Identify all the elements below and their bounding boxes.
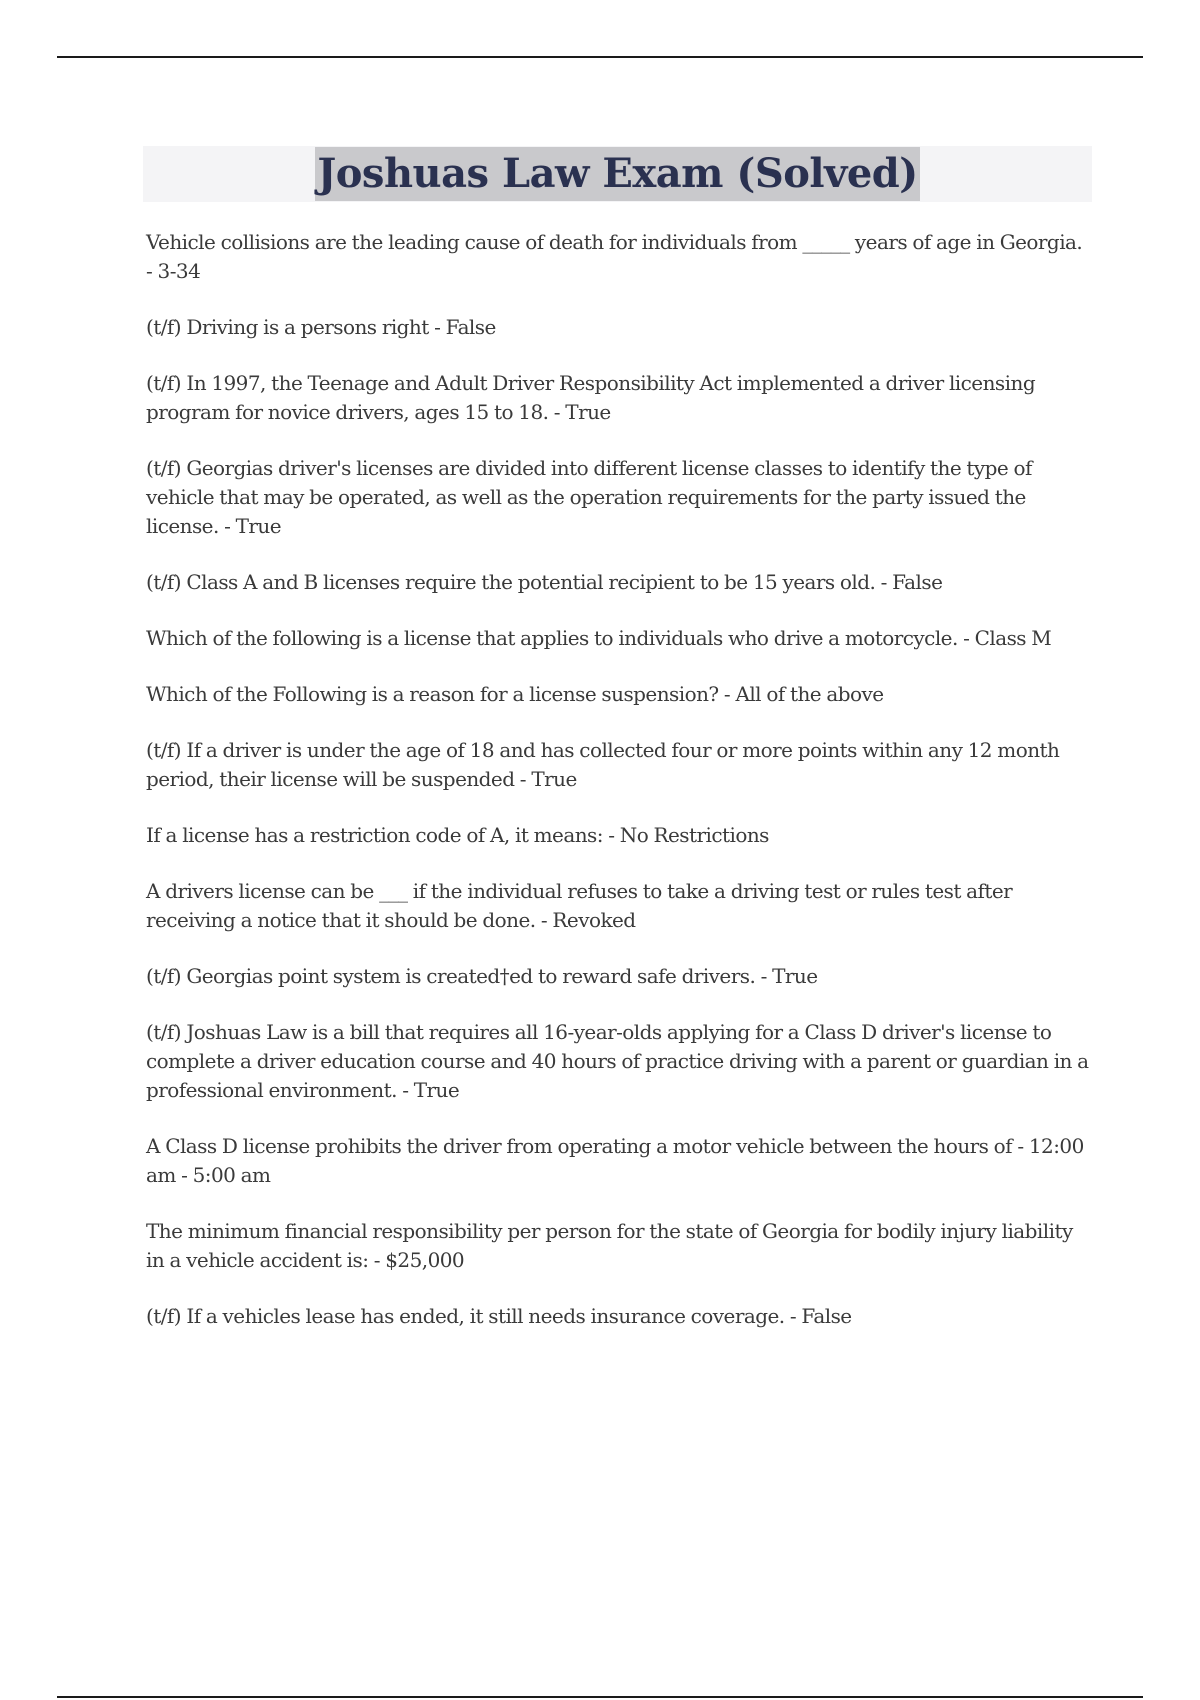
answer-separator: - bbox=[514, 767, 532, 791]
title-band bbox=[143, 146, 1092, 202]
qa-item bbox=[146, 568, 1092, 597]
answer-text: False bbox=[801, 1304, 852, 1328]
answer-separator: - bbox=[428, 315, 446, 339]
qa-item bbox=[146, 877, 1092, 935]
qa-item bbox=[146, 624, 1092, 653]
answer-text: $25,000 bbox=[385, 1248, 465, 1272]
answer-separator: - bbox=[368, 1248, 386, 1272]
answer-text: False bbox=[892, 570, 943, 594]
qa-item bbox=[146, 1018, 1092, 1105]
answer-separator: - bbox=[396, 1078, 414, 1102]
qa-item bbox=[146, 1302, 1092, 1331]
answer-separator: - bbox=[535, 908, 553, 932]
question-text: A Class D license prohibits the driver from operating a motor vehicle between the hours of bbox=[146, 1134, 1013, 1158]
answer-text: True bbox=[413, 1078, 460, 1102]
answer-text: Class M bbox=[974, 626, 1052, 650]
qa-item bbox=[146, 680, 1092, 709]
answer-separator: - bbox=[875, 570, 893, 594]
answer-text: True bbox=[235, 514, 282, 538]
answer-text: All of the above bbox=[735, 682, 884, 706]
qa-item bbox=[146, 313, 1092, 342]
answer-text: True bbox=[531, 767, 577, 791]
question-text: Vehicle collisions are the leading cause of death for individuals from _____ years of age in Georgia. bbox=[146, 230, 1083, 254]
bottom-rule bbox=[57, 1696, 1143, 1698]
qa-item bbox=[146, 228, 1092, 286]
question-text: Which of the Following is a reason for a license suspension? bbox=[146, 682, 719, 706]
answer-separator: - bbox=[218, 514, 236, 538]
qa-item bbox=[146, 962, 1092, 991]
qa-item bbox=[146, 1217, 1092, 1275]
question-text: (t/f) Driving is a persons right bbox=[146, 315, 429, 339]
qa-item bbox=[146, 454, 1092, 541]
answer-text: No Restrictions bbox=[619, 823, 769, 847]
page-title: Joshuas Law Exam (Solved) bbox=[315, 147, 919, 201]
question-text: If a license has a restriction code of A, it means: bbox=[146, 823, 603, 847]
qa-item bbox=[146, 736, 1092, 794]
answer-text: 3-34 bbox=[157, 259, 201, 283]
question-text: The minimum financial responsibility per person for the state of Georgia for bodily injury liability in a vehicle accident is: bbox=[146, 1219, 1073, 1272]
answer-text: False bbox=[445, 315, 496, 339]
question-text: (t/f) If a driver is under the age of 18 and has collected four or more points within any 12 month period, their license will be suspended bbox=[146, 738, 1060, 791]
qa-item bbox=[146, 369, 1092, 427]
qa-item bbox=[146, 1132, 1092, 1190]
answer-separator: - bbox=[755, 964, 773, 988]
question-text: (t/f) In 1997, the Teenage and Adult Driver Responsibility Act implemented a driver licensing program for novice drivers, ages 15 to 18. bbox=[146, 371, 1036, 424]
answer-text: Revoked bbox=[552, 908, 636, 932]
question-text: A drivers license can be ___ if the individual refuses to take a driving test or rules test after receiving a notice that it should be done. bbox=[146, 879, 1013, 932]
question-text: (t/f) Georgias point system is created†ed to reward safe drivers. bbox=[146, 964, 756, 988]
answer-separator: - bbox=[602, 823, 620, 847]
answer-text: True bbox=[565, 400, 611, 424]
question-text: (t/f) Joshuas Law is a bill that requires all 16-year-olds applying for a Class D driver's license to complete a driver education course and 40 hours of practice driving with a parent or guardian in a professional environment. bbox=[146, 1020, 1089, 1102]
answer-separator: - bbox=[784, 1304, 802, 1328]
answer-separator: - bbox=[146, 259, 158, 283]
answer-separator: - bbox=[1012, 1134, 1029, 1158]
question-text: (t/f) If a vehicles lease has ended, it still needs insurance coverage. bbox=[146, 1304, 785, 1328]
answer-separator: - bbox=[718, 682, 736, 706]
qa-list bbox=[146, 228, 1092, 1358]
question-text: (t/f) Georgias driver's licenses are divided into different license classes to identify the type of vehicle that may be operated, as well as the operation requirements for the party issued the license. bbox=[146, 456, 1032, 538]
answer-separator: - bbox=[957, 626, 975, 650]
qa-item bbox=[146, 821, 1092, 850]
question-text: Which of the following is a license that applies to individuals who drive a motorcycle. bbox=[146, 626, 958, 650]
answer-text: True bbox=[772, 964, 818, 988]
top-rule bbox=[57, 56, 1143, 58]
answer-text: 12:00 am - 5:00 am bbox=[146, 1134, 1084, 1187]
question-text: (t/f) Class A and B licenses require the potential recipient to be 15 years old. bbox=[146, 570, 876, 594]
answer-separator: - bbox=[548, 400, 566, 424]
